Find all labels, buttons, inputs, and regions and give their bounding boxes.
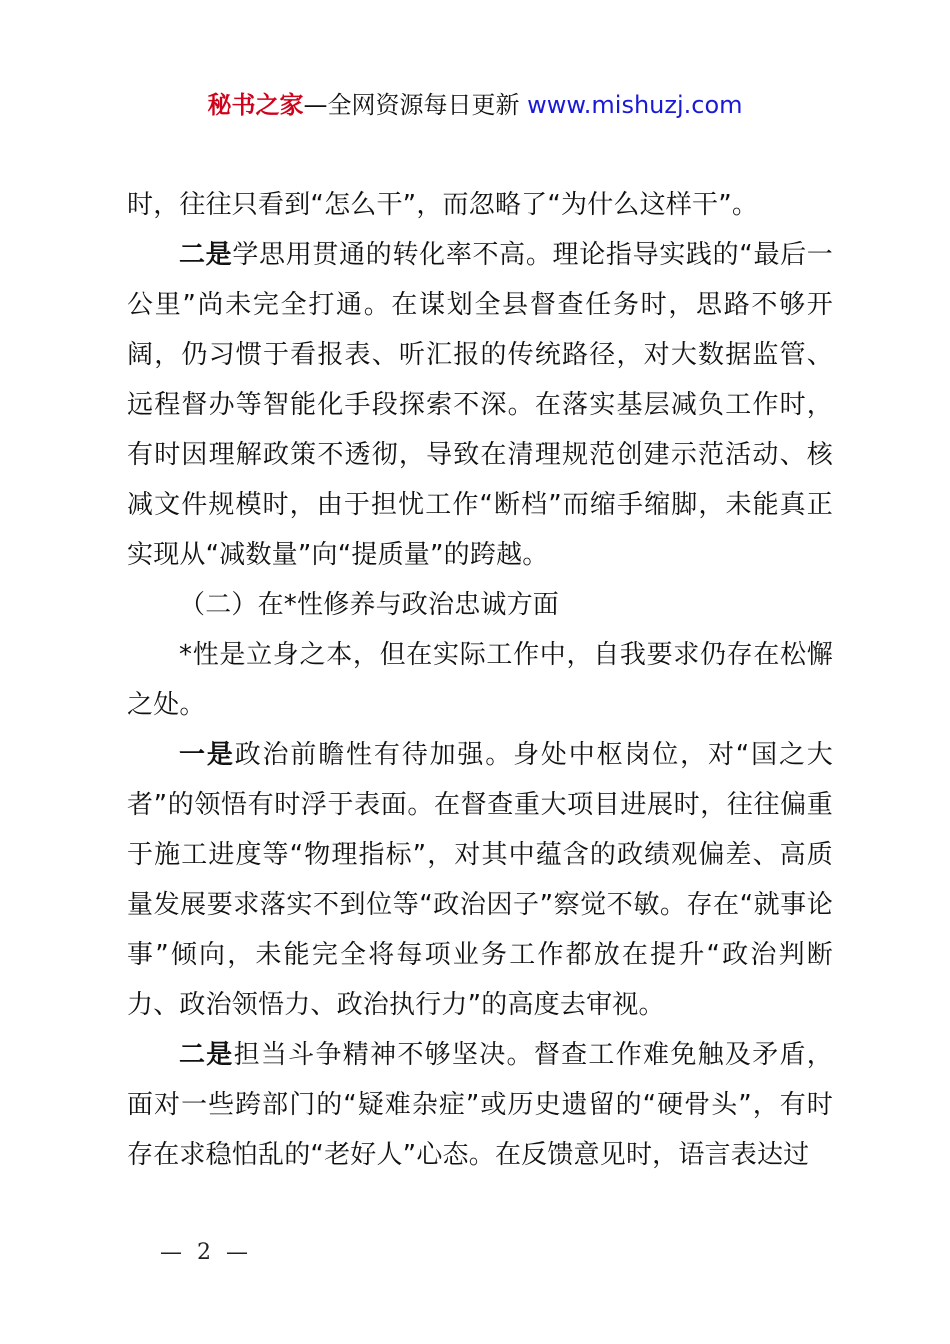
header-tagline: —全网资源每日更新: [303, 91, 528, 119]
paragraph-lead: 二是: [179, 240, 233, 270]
paragraph-text: 担当斗争精神不够坚决。督查工作难免触及矛盾，面对一些跨部门的“疑难杂症”或历史遗留的“硬骨头”，有时存在求稳怕乱的“老好人”心态。在反馈意见时，语言表达过: [127, 1040, 833, 1170]
paragraph-point-one-political: [127, 730, 833, 1030]
site-header: [0, 88, 950, 122]
paragraph-continuation: [127, 180, 833, 230]
paragraph-text: 时，往往只看到“怎么干”，而忽略了“为什么这样干”。: [127, 190, 759, 220]
paragraph-point-two-responsibility: [127, 1030, 833, 1180]
paragraph-lead: 一是: [179, 740, 235, 770]
paragraph-text: *性是立身之本，但在实际工作中，自我要求仍存在松懈之处。: [127, 640, 833, 720]
site-url-link[interactable]: www.mishuzj.com: [527, 91, 743, 119]
section-heading-text: （二）在*性修养与政治忠诚方面: [179, 590, 560, 620]
paragraph-point-two-study: [127, 230, 833, 580]
paragraph-lead: 二是: [179, 1040, 234, 1070]
brand-name: 秘书之家: [207, 91, 304, 119]
paragraph-text: 政治前瞻性有待加强。身处中枢岗位，对“国之大者”的领悟有时浮于表面。在督查重大项目进展时，往往偏重于施工进度等“物理指标”，对其中蕴含的政绩观偏差、高质量发展要求落实不到位等“政治因子”察觉不敏。存在“就事论事”倾向，未能完全将每项业务工作都放在提升“政治判断力、政治领悟力、政治执行力”的高度去审视。: [127, 740, 833, 1020]
document-body: [127, 180, 833, 1180]
paragraph-text: 学思用贯通的转化率不高。理论指导实践的“最后一公里”尚未完全打通。在谋划全县督查任务时，思路不够开阔，仍习惯于看报表、听汇报的传统路径，对大数据监管、远程督办等智能化手段探索不深。在落实基层减负工作时，有时因理解政策不透彻，导致在清理规范创建示范活动、核减文件规模时，由于担忧工作“断档”而缩手缩脚，未能真正实现从“减数量”向“提质量”的跨越。: [127, 240, 834, 570]
paragraph-intro: [127, 630, 833, 730]
section-heading: [127, 580, 833, 630]
page-number: — 2 —: [160, 1240, 252, 1265]
